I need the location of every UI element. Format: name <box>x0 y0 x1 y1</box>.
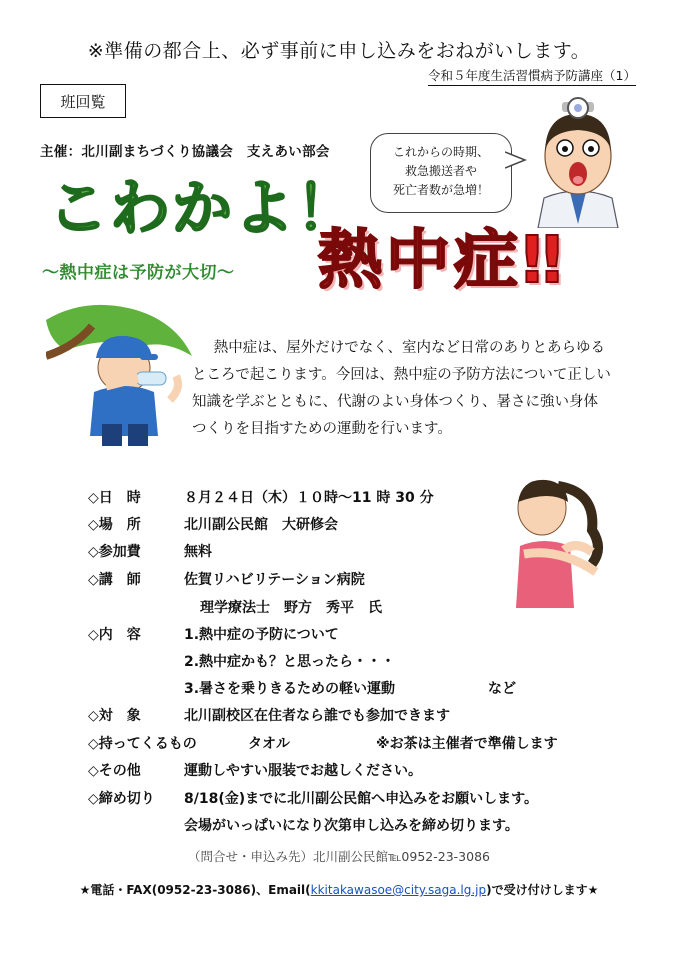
footer-suffix: )で受け付けします★ <box>486 883 599 897</box>
main-title: こわかよ！ <box>48 174 358 244</box>
circulation-label: 班回覧 <box>60 92 106 111</box>
intro-paragraph: 熱中症は、屋外だけでなく、室内など日常のありとあらゆるところで起こります。今回は、熱中症の予防方法について正しい知識を学ぶとともに、代謝のよい身体つくり、暑さに強い身体つくりを目指すための運動を行います。 <box>192 340 611 437</box>
info-value: 運動しやすい服装でお越しください。 <box>184 763 422 779</box>
content-item: 2.熱中症かも？と思ったら・・・ <box>184 654 396 670</box>
info-label: ◇その他 <box>88 763 141 779</box>
doctor-illustration <box>528 92 628 228</box>
lecture-series-label: 令和５年度生活習慣病予防講座（1） <box>428 66 636 86</box>
email-link[interactable]: kkitakawasoe@city.saga.lg.jp <box>310 883 487 897</box>
content-etc: など <box>488 681 516 697</box>
info-row-deadline <box>88 788 539 808</box>
info-label: ◇参加費 <box>88 544 141 560</box>
footer-notice <box>0 881 678 898</box>
info-row-lecturer <box>88 569 365 589</box>
info-value: 北川副公民館 大研修会 <box>184 517 338 533</box>
info-row-bring <box>88 733 558 753</box>
organizer-text: 主催：北川副まちづくり協議会 支えあい部会 <box>40 144 330 160</box>
info-row-target <box>88 705 450 725</box>
info-value: 佐賀リハビリテーション病院 <box>184 572 365 588</box>
bubble-tail-icon <box>505 150 527 172</box>
info-row-lecturer-title <box>200 597 382 617</box>
bubble-line: これからの時期、 <box>392 145 489 159</box>
info-label: ◇講 師 <box>88 572 141 588</box>
subtitle: ～熱中症は予防が大切～ <box>42 263 235 283</box>
info-row-content-etc <box>488 678 516 698</box>
content-item: 1.熱中症の予防について <box>184 627 339 643</box>
woman-stretching-illustration <box>500 468 610 616</box>
advance-registration-notice: ※準備の都合上、必ず事前に申し込みをおねがいします。 <box>87 40 591 62</box>
info-label: ◇内 容 <box>88 627 141 643</box>
info-value: 会場がいっぱいになり次第申し込みを締め切ります。 <box>184 818 519 834</box>
info-value: タオル <box>248 736 290 752</box>
info-label: ◇締め切り <box>88 791 155 807</box>
info-row-date <box>88 487 434 507</box>
contact-info: （問合せ・申込み先）北川副公民館℡0952-23-3086 <box>188 849 490 864</box>
info-value: 無料 <box>184 544 212 560</box>
heatstroke-title: 熱中症‼ <box>318 224 567 298</box>
info-row-other <box>88 760 422 780</box>
info-value: 北川副校区在住者なら誰でも参加できます <box>184 708 450 724</box>
info-row-place <box>88 514 338 534</box>
bubble-line: 救急搬送者や <box>404 164 477 178</box>
info-note: ※お茶は主催者で準備します <box>376 736 558 752</box>
info-value: 理学療法士 野方 秀平 氏 <box>200 600 382 616</box>
info-label: ◇場 所 <box>88 517 141 533</box>
info-row-content <box>88 624 339 644</box>
info-label: ◇持ってくるもの <box>88 736 197 752</box>
info-value: ８月２４日（木）１０時～11 時 30 分 <box>184 490 434 506</box>
footer-prefix: ★電話・FAX(0952-23-3086)、Email( <box>79 883 311 897</box>
info-row-content-3 <box>184 678 395 698</box>
info-label: ◇対 象 <box>88 708 141 724</box>
info-value: 8/18(金)までに北川副公民館へ申込みをお願いします。 <box>184 791 539 807</box>
info-row-fee <box>88 541 212 561</box>
info-row-content-2 <box>184 651 395 671</box>
info-row-deadline-2 <box>184 815 519 835</box>
boy-drinking-illustration <box>46 296 192 450</box>
circulation-box <box>40 84 126 118</box>
info-label: ◇日 時 <box>88 490 141 506</box>
bubble-line: 死亡者数が急増！ <box>392 183 489 197</box>
content-item: 3.暑さを乗りきるための軽い運動 <box>184 681 396 697</box>
warning-speech-bubble <box>370 133 512 213</box>
